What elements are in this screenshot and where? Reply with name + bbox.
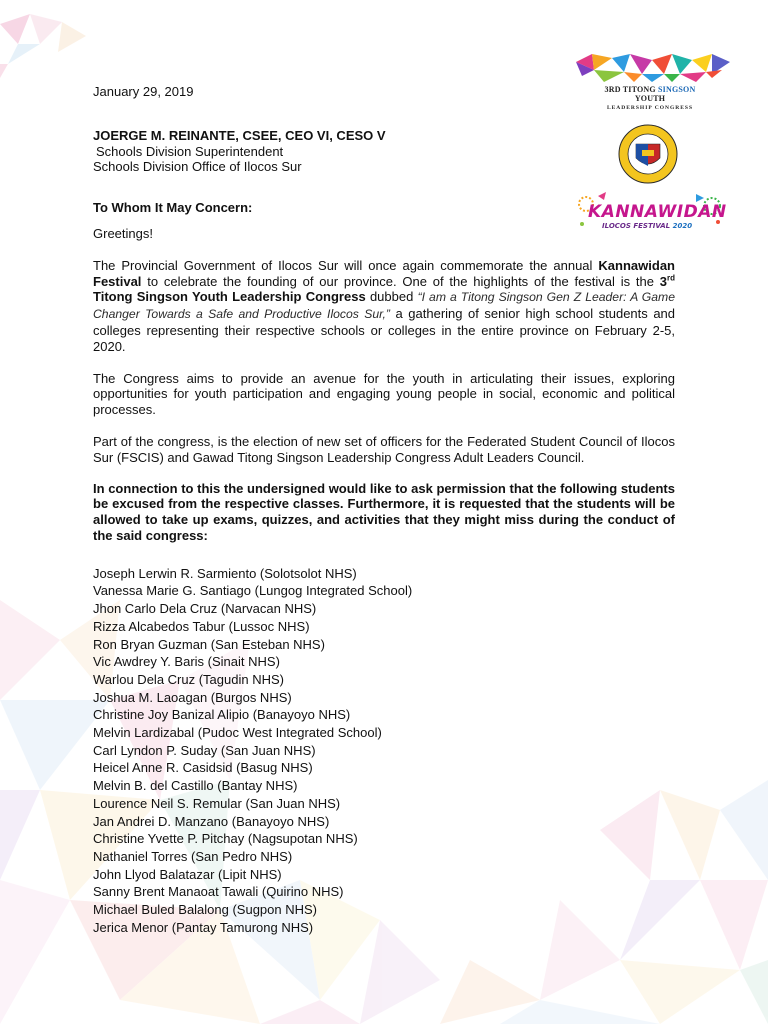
- congress-word-youth: YOUTH: [634, 94, 666, 103]
- recipient-name: JOERGE M. REINANTE, CSEE, CEO VI, CESO V: [93, 127, 386, 143]
- student-item: Sanny Brent Manaoat Tawali (Quirino NHS): [93, 884, 344, 900]
- paragraph-intro: [93, 258, 675, 355]
- student-item: Jerica Menor (Pantay Tamurong NHS): [93, 919, 314, 935]
- p1-theme-b: Towards a Safe and Productive Ilocos Sur,”: [139, 307, 390, 322]
- recipient-office: Schools Division Office of Ilocos Sur: [93, 159, 302, 175]
- student-item: Michael Buled Balalong (Sugpon NHS): [93, 902, 318, 918]
- student-item: Christine Joy Banizal Alipio (Banayoyo NHS): [93, 707, 351, 723]
- p1-theme-a: “I am a Titong Singson Gen Z Leader: A Game Changer: [93, 290, 675, 322]
- paragraph-election: Part of the congress, is the election of new set of officers for the Federated Student Council of Ilocos Sur (FSCIS) and Gawad Titong Singson Leadership Congress Adult Leaders Council.: [93, 433, 675, 465]
- greeting: Greetings!: [93, 225, 153, 241]
- p1-text-4: a gathering of senior high school students and colleges representing their respective schools or colleges in the entire province on February 2-5, 2020.: [93, 306, 676, 354]
- festival-title: KANNAWIDAN: [588, 202, 727, 222]
- student-item: Vanessa Marie G. Santiago (Lungog Integrated School): [93, 583, 413, 599]
- congress-subtitle: LEADERSHIP CONGRESS: [606, 105, 694, 111]
- student-item: Christine Yvette P. Pitchay (Nagsupotan NHS): [93, 831, 358, 847]
- student-item: John Llyod Balatazar (Lipit NHS): [93, 866, 282, 882]
- student-item: Melvin Lardizabal (Pudoc West Integrated School): [93, 725, 382, 741]
- congress-word-singson: SINGSON: [658, 85, 696, 94]
- student-item: Heicel Anne R. Casidsid (Basug NHS): [93, 760, 313, 776]
- p1-congress-text: Titong Singson Youth Leadership Congress: [93, 289, 366, 305]
- student-list: [93, 565, 675, 937]
- recipient-title: Schools Division Superintendent: [96, 143, 284, 159]
- student-item: Jan Andrei D. Manzano (Banayoyo NHS): [93, 813, 330, 829]
- student-item: Lourence Neil S. Remular (San Juan NHS): [93, 795, 341, 811]
- p1-ordinal: 3: [659, 273, 667, 289]
- festival-year: 2020: [672, 222, 693, 230]
- congress-logo-text: [590, 85, 710, 111]
- p1-festival-name: Kannawidan Festival: [93, 257, 675, 289]
- student-item: Joshua M. Laoagan (Burgos NHS): [93, 689, 292, 705]
- p1-text-2: to celebrate the founding of our province. One of the highlights of the festival is the: [141, 273, 660, 289]
- p1-ordinal-suffix: rd: [667, 273, 675, 283]
- student-item: Carl Lyndon P. Suday (San Juan NHS): [93, 742, 316, 758]
- student-item: Melvin B. del Castillo (Bantay NHS): [93, 778, 298, 794]
- student-item: Vic Awdrey Y. Baris (Sinait NHS): [93, 654, 280, 670]
- student-item: Joseph Lerwin R. Sarmiento (Solotsolot NHS): [93, 565, 357, 581]
- p1-text-1: The Provincial Government of Ilocos Sur will once again commemorate the annual: [93, 257, 599, 273]
- p1-text-3: dubbed: [365, 289, 418, 305]
- student-item: Jhon Carlo Dela Cruz (Narvacan NHS): [93, 601, 317, 617]
- paragraph-congress-aims: The Congress aims to provide an avenue for the youth in articulating their issues, exploring opportunities for youth participation and engaging young people in social, economic and political processes.: [93, 370, 675, 418]
- congress-ordinal: 3RD: [604, 85, 621, 94]
- student-item: Warlou Dela Cruz (Tagudin NHS): [93, 671, 284, 687]
- festival-subtitle-text: ILOCOS FESTIVAL: [602, 222, 671, 230]
- student-item: Rizza Alcabedos Tabur (Lussoc NHS): [93, 618, 310, 634]
- letter-date: January 29, 2019: [93, 84, 194, 99]
- festival-subtitle: [602, 222, 692, 230]
- salutation: To Whom It May Concern:: [93, 200, 253, 216]
- congress-word-titong: TITONG: [622, 85, 656, 94]
- paragraph-request: In connection to this the undersigned would like to ask permission that the following students be excused from the respective classes. Furthermore, it is requested that the students will be allowed to take up exams, quizzes, and activities that they might miss during the conduct of the said congress:: [93, 480, 675, 543]
- student-item: Nathaniel Torres (San Pedro NHS): [93, 848, 293, 864]
- student-item: Ron Bryan Guzman (San Esteban NHS): [93, 636, 325, 652]
